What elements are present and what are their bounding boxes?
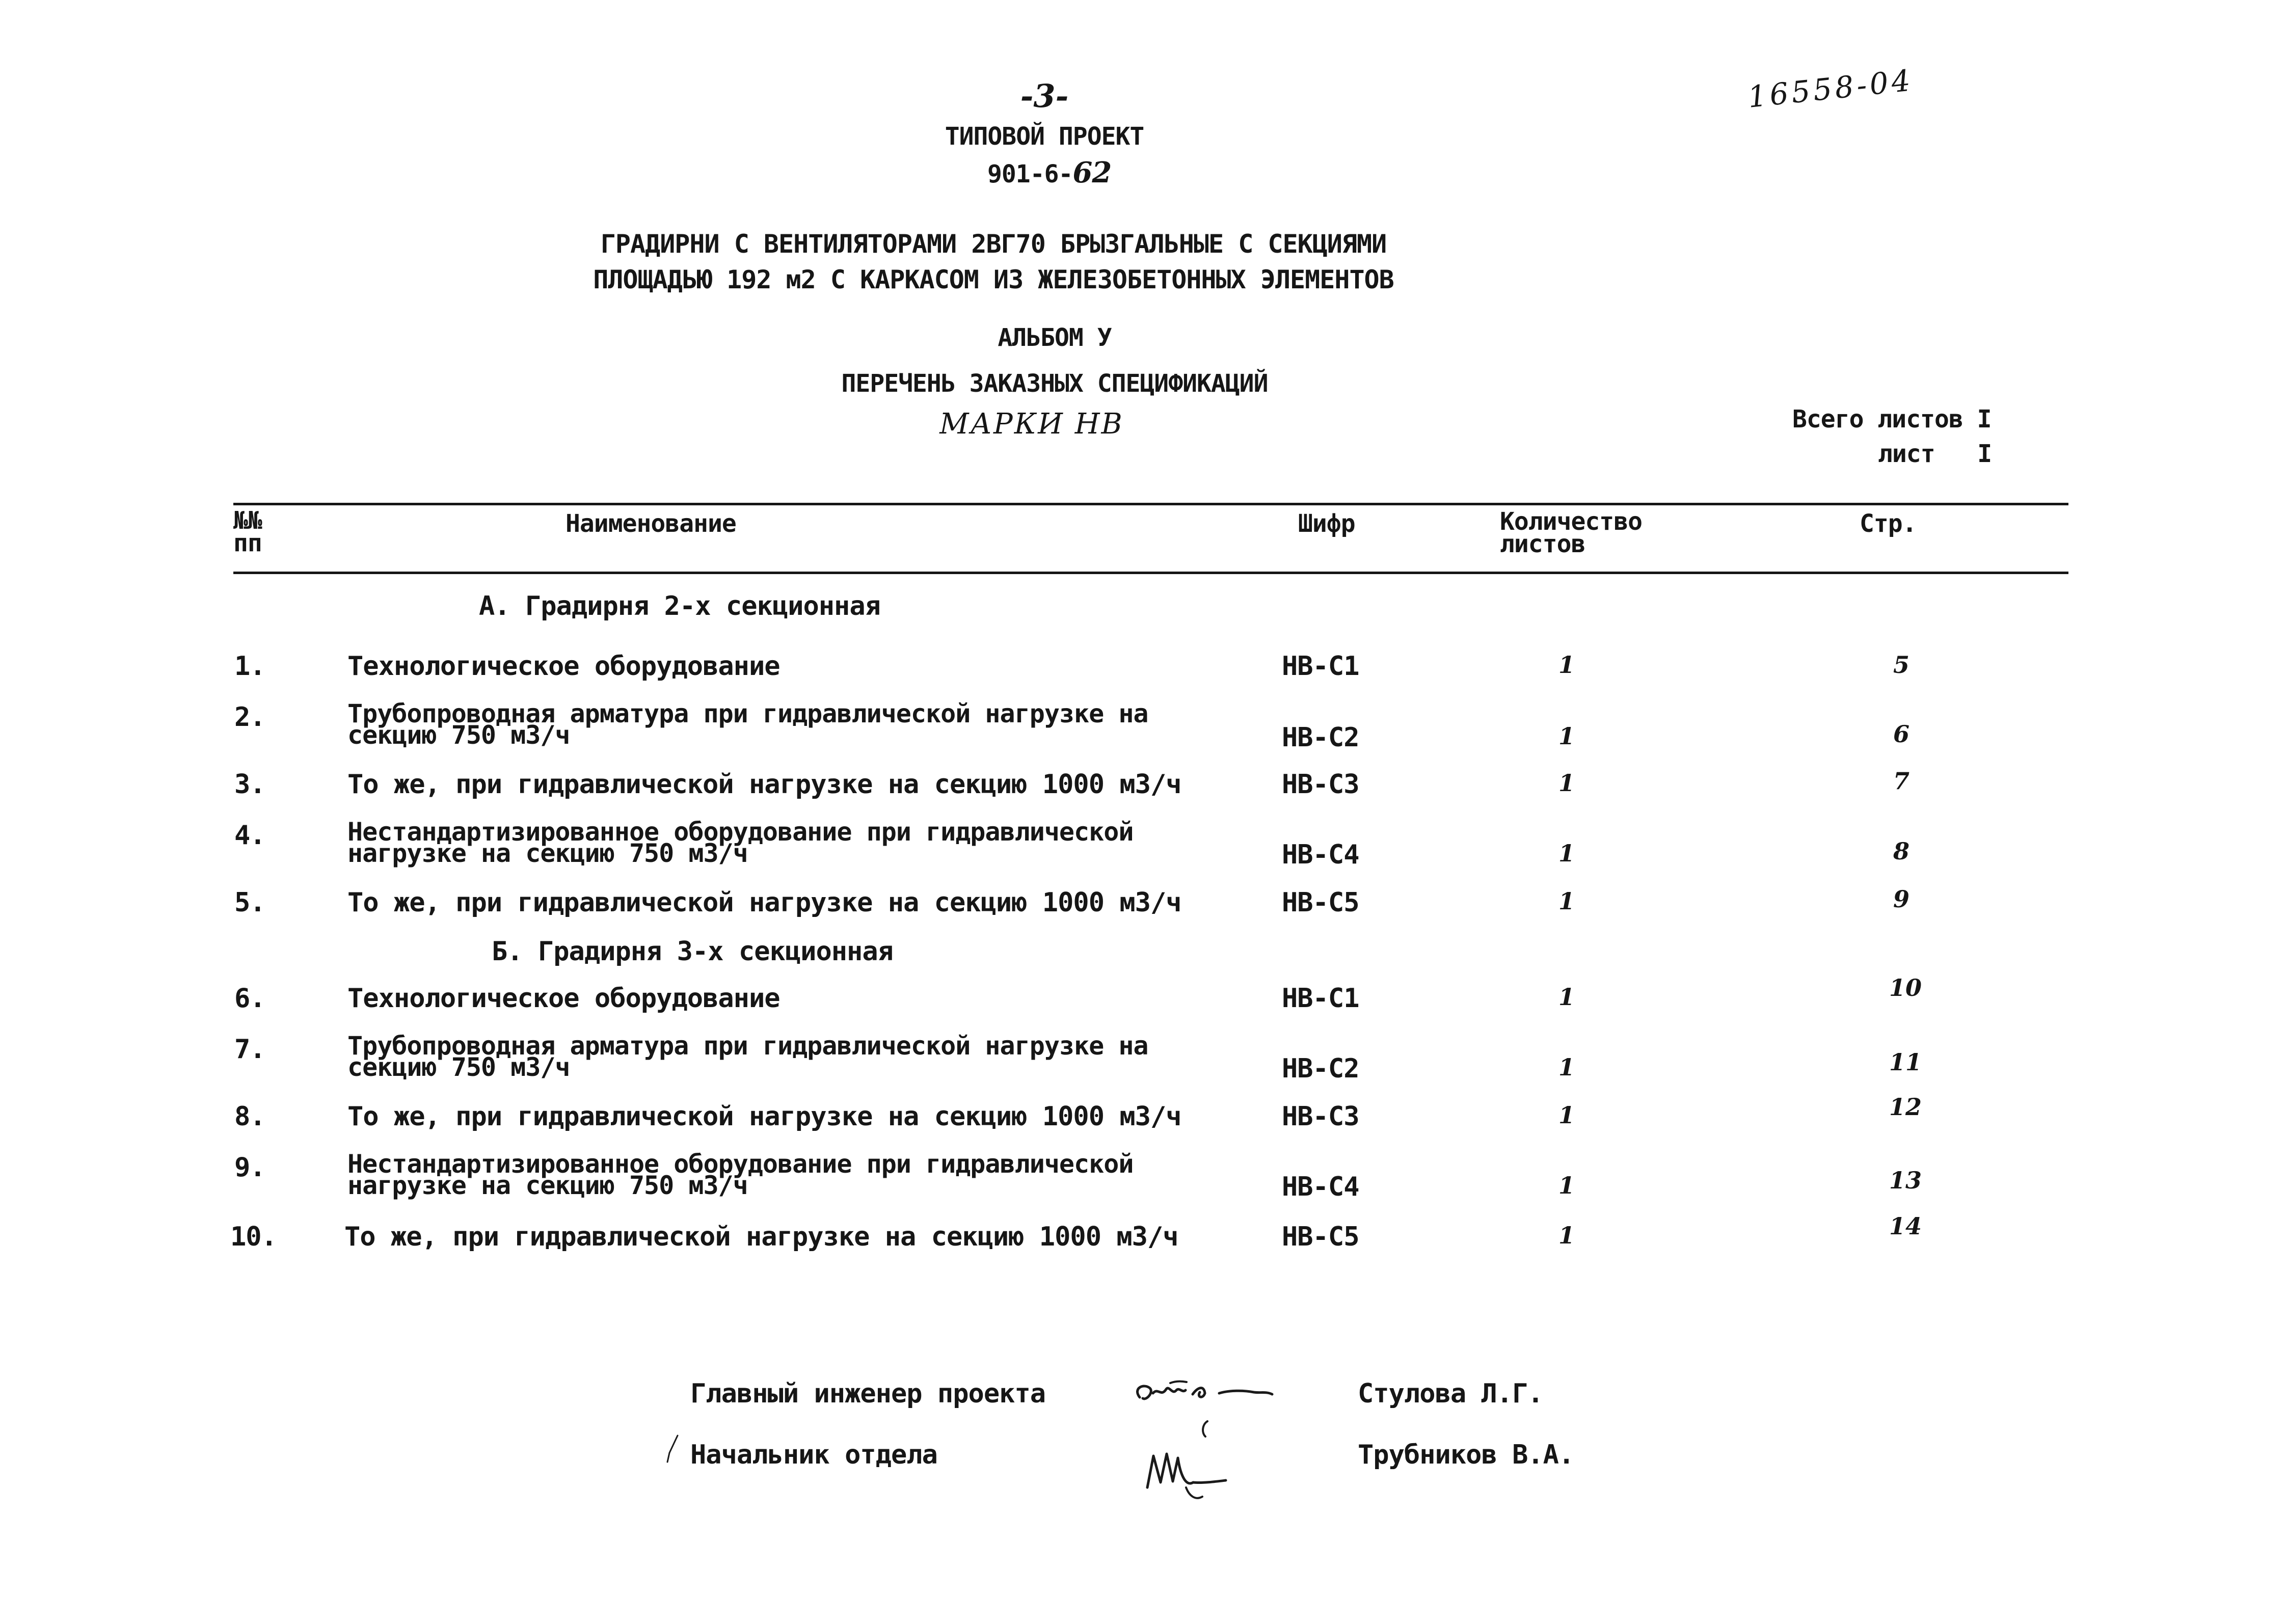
project-code-handwritten: 62 [1072, 156, 1112, 190]
row-sheets: 1 [1558, 1101, 1575, 1129]
row-number: 4. [234, 820, 265, 851]
pen-mark [662, 1431, 683, 1472]
column-header-sheets [1500, 507, 1642, 558]
column-header-page: Стр. [1860, 509, 1917, 538]
row-code: НВ-С1 [1282, 651, 1359, 682]
row-name-line2: секцию 750 м3/ч [347, 1052, 570, 1082]
row-name-line1: Нестандартизированное оборудование при гидравлической [347, 1149, 1134, 1179]
row-code: НВ-С2 [1282, 722, 1359, 753]
row-code: НВ-С5 [1282, 1222, 1359, 1252]
row-name [347, 817, 1134, 868]
row-code: НВ-С1 [1282, 983, 1359, 1014]
row-page: 9 [1893, 885, 1910, 913]
row-number: 2. [234, 702, 265, 733]
column-header-name: Наименование [566, 509, 736, 538]
column-header-number-line2: пп [233, 529, 262, 557]
project-code [987, 156, 1111, 190]
row-name [347, 1031, 1148, 1082]
row-name: Технологическое оборудование [347, 983, 780, 1014]
row-name-line2: нагрузке на секцию 750 м3/ч [347, 838, 748, 868]
column-header-code: Шифр [1298, 509, 1355, 538]
row-page: 12 [1889, 1093, 1922, 1121]
section-heading-a: А. Градирня 2-х секционная [479, 591, 880, 621]
marks-handwritten: МАРКИ НВ [939, 408, 1124, 441]
document-title-line2: ПЛОЩАДЬЮ 192 м2 С КАРКАСОМ ИЗ ЖЕЛЕЗОБЕТОННЫХ ЭЛЕМЕНТОВ [593, 265, 1394, 294]
column-header-sheets-line2: листов [1500, 530, 1585, 558]
row-number: 10. [230, 1222, 277, 1252]
sheet-number: лист I [1878, 440, 1992, 468]
signature-role-chief-engineer: Главный инженер проекта [690, 1378, 1046, 1409]
table-top-rule [233, 503, 2068, 505]
handwritten-signature-1 [1128, 1373, 1284, 1414]
project-code-printed: 901-6- [987, 160, 1073, 188]
row-number: 8. [234, 1101, 265, 1132]
signature-role-department-head: Начальник отдела [690, 1440, 937, 1470]
document-title-line1: ГРАДИРНИ С ВЕНТИЛЯТОРАМИ 2ВГ70 БРЫЗГАЛЬНЫЕ С СЕКЦИЯМИ [600, 229, 1387, 259]
row-number: 6. [234, 983, 265, 1014]
row-sheets: 1 [1558, 651, 1575, 679]
row-code: НВ-С3 [1282, 1101, 1359, 1132]
row-page: 14 [1889, 1212, 1922, 1240]
row-sheets: 1 [1558, 722, 1575, 750]
handwritten-signature-2 [1136, 1411, 1238, 1508]
column-header-number [233, 506, 262, 557]
signature-name-chief-engineer: Стулова Л.Г. [1358, 1378, 1543, 1409]
row-name [347, 699, 1148, 750]
row-name-line1: Трубопроводная арматура при гидравлической нагрузке на [347, 699, 1148, 728]
row-name: То же, при гидравлической нагрузке на секцию 1000 м3/ч [347, 1101, 1181, 1132]
row-name: Технологическое оборудование [347, 651, 780, 682]
signature-name-department-head: Трубников В.А. [1358, 1440, 1574, 1470]
row-name-line2: секцию 750 м3/ч [347, 720, 570, 750]
handwritten-registration-number: 16558-04 [1746, 63, 1915, 115]
row-page: 6 [1893, 720, 1910, 748]
row-sheets: 1 [1558, 1172, 1575, 1199]
total-sheets: Всего листов I [1792, 405, 1992, 434]
row-code: НВ-С5 [1282, 887, 1359, 918]
row-number: 1. [234, 651, 265, 682]
row-sheets: 1 [1558, 840, 1575, 867]
row-sheets: 1 [1558, 1222, 1575, 1249]
row-page: 10 [1889, 974, 1922, 1002]
row-name: То же, при гидравлической нагрузке на секцию 1000 м3/ч [344, 1222, 1178, 1252]
row-name: То же, при гидравлической нагрузке на секцию 1000 м3/ч [347, 769, 1181, 800]
row-number: 3. [234, 769, 265, 800]
section-heading-b: Б. Градирня 3-х секционная [492, 936, 893, 967]
column-header-sheets-line1: Количество [1500, 507, 1642, 536]
table-header-rule [233, 572, 2068, 574]
list-title: ПЕРЕЧЕНЬ ЗАКАЗНЫХ СПЕЦИФИКАЦИЙ [841, 369, 1268, 398]
row-page: 11 [1889, 1048, 1922, 1076]
row-sheets: 1 [1558, 1053, 1575, 1081]
album-label: АЛЬБОМ У [998, 323, 1112, 352]
row-number: 9. [234, 1152, 265, 1183]
row-name-line1: Трубопроводная арматура при гидравлической нагрузке на [347, 1031, 1148, 1061]
column-header-number-line1: №№ [233, 506, 262, 535]
row-page: 8 [1893, 837, 1910, 865]
row-code: НВ-С4 [1282, 840, 1359, 870]
row-sheets: 1 [1558, 769, 1575, 797]
row-page: 7 [1893, 767, 1910, 795]
row-code: НВ-С2 [1282, 1053, 1359, 1084]
row-number: 5. [234, 887, 265, 918]
row-page: 13 [1889, 1167, 1922, 1194]
row-name: То же, при гидравлической нагрузке на секцию 1000 м3/ч [347, 887, 1181, 918]
row-page: 5 [1893, 651, 1910, 679]
row-code: НВ-С3 [1282, 769, 1359, 800]
row-sheets: 1 [1558, 887, 1575, 915]
row-name-line1: Нестандартизированное оборудование при гидравлической [347, 817, 1134, 847]
page-marker: -3- [1020, 77, 1069, 115]
project-label: ТИПОВОЙ ПРОЕКТ [945, 122, 1144, 151]
row-number: 7. [234, 1034, 265, 1065]
row-code: НВ-С4 [1282, 1172, 1359, 1202]
row-name [347, 1149, 1134, 1200]
row-sheets: 1 [1558, 983, 1575, 1011]
row-name-line2: нагрузке на секцию 750 м3/ч [347, 1171, 748, 1200]
